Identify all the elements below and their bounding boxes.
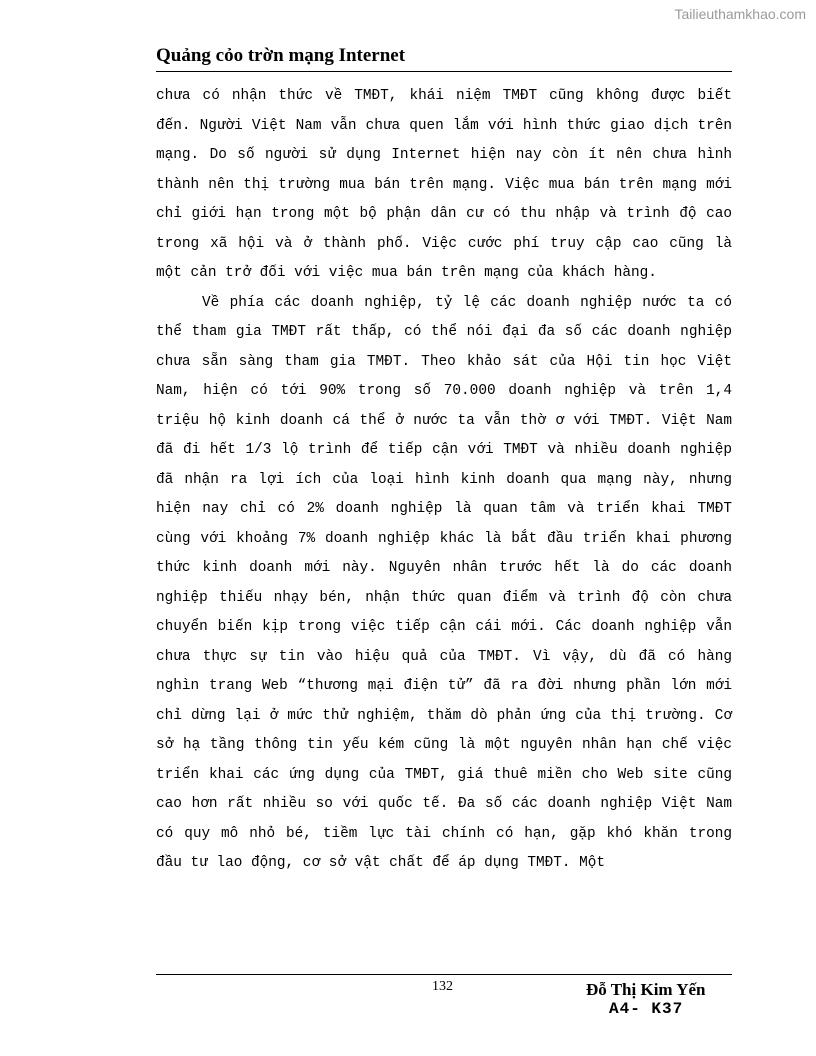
paragraph: Về phía các doanh nghiệp, tỷ lệ các doanh nghiệp nước ta có thể tham gia TMĐT rất thấp, có thể nói đại đa số các doanh nghiệp chưa sẵn sàng tham gia TMĐT. Theo khảo sát của Hội tin học Việt Nam, hiện có tới 90% trong số 70.000 doanh nghiệp và trên 1,4 triệu hộ kinh doanh cá thể ở nước ta vẫn thờ ơ với TMĐT. Việt Nam đã đi hết 1/3 lộ trình để tiếp cận với TMĐT và nhiều doanh nghiệp đã nhận ra lợi ích của loại hình kinh doanh qua mạng này, nhưng hiện nay chỉ có 2% doanh nghiệp là quan tâm và triển khai TMĐT cùng với khoảng 7% doanh nghiệp khác là bắt đầu triển khai phương thức kinh doanh mới này. Nguyên nhân trước hết là do các doanh nghiệp thiếu nhạy bén, nhận thức quan điểm và trình độ còn chưa chuyển biến kịp trong việc tiếp cận cái mới. Các doanh nghiệp vẫn chưa thực sự tin vào hiệu quả của TMĐT. Vì vậy, dù đã có hàng nghìn trang Web “thương mại điện tử” đã ra đời nhưng phần lớn mới chỉ dừng lại ở mức thử nghiệm, thăm dò phản ứng của thị trường. Cơ sở hạ tầng thông tin yếu kém cũng là một nguyên nhân hạn chế việc triển khai các ứng dụng của TMĐT, giá thuê miền cho Web site cũng cao hơn rất nhiều so với quốc tế. Đa số các doanh nghiệp Việt Nam có quy mô nhỏ bé, tiềm lực tài chính có hạn, gặp khó khăn trong đầu tư lao động, cơ sở vật chất để áp dụng TMĐT. Một	[156, 294, 732, 871]
paragraph: chưa có nhận thức về TMĐT, khái niệm TMĐT cũng không được biết đến. Người Việt Nam vẫn chưa quen lắm với hình thức giao dịch trên mạng. Do số người sử dụng Internet hiện nay còn ít nên chưa hình thành nên thị trường mua bán trên mạng. Việc mua bán trên mạng mới chỉ giới hạn trong một bộ phận dân cư có thu nhập và trình độ cao trong xã hội và ở thành phố. Việc cước phí truy cập cao cũng là một cản trở đối với việc mua bán trên mạng của khách hàng.	[156, 88, 732, 281]
footer-divider	[156, 974, 732, 975]
author-name: Đỗ Thị Kim Yến	[586, 980, 706, 999]
page-number: 132	[432, 979, 453, 994]
watermark: Tailieuthamkhao.com	[674, 6, 806, 22]
class-code: A4- K37	[609, 1000, 684, 1018]
document-body	[156, 82, 732, 879]
document-header-title: Quảng cỏo trờn mạng Internet	[156, 45, 406, 66]
header-divider	[156, 71, 732, 72]
